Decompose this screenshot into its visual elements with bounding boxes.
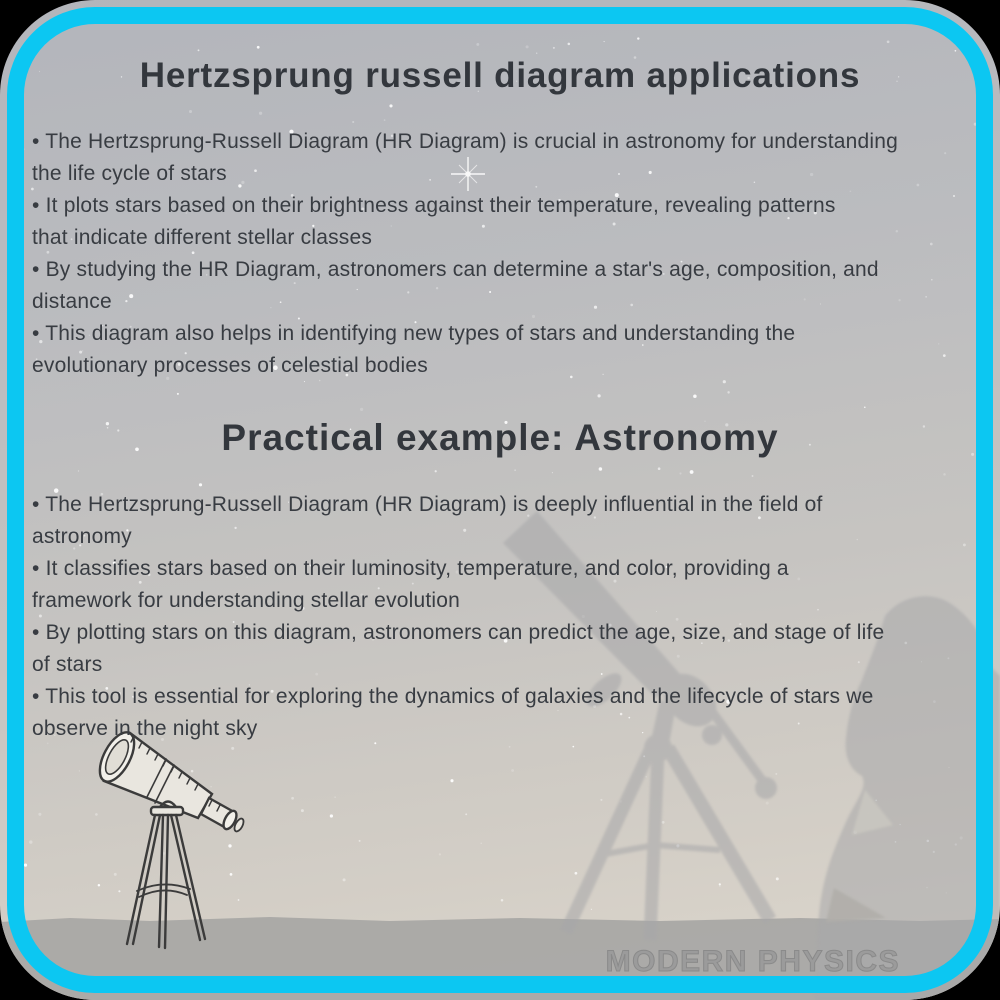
bullet-line: observe in the night sky [32,717,258,740]
bullet-list-practical-example [32,489,982,745]
page-title: Hertzsprung russell diagram applications [139,56,861,95]
bullet-line: that indicate different stellar classes [32,226,373,249]
bullet-line: • By studying the HR Diagram, astronomers can determine a star's age, composition, and [32,258,879,281]
bullet-line: of stars [32,653,103,676]
bullet-line: • It plots stars based on their brightness against their temperature, revealing patterns [32,194,836,217]
bullet-line: • This tool is essential for exploring the dynamics of galaxies and the lifecycle of stars we [32,685,874,708]
bullet-list-applications [32,126,982,382]
bullet-line: • By plotting stars on this diagram, astronomers can predict the age, size, and stage of life [32,621,885,644]
bullet-line: astronomy [32,525,132,548]
bullet-line: • The Hertzsprung-Russell Diagram (HR Diagram) is crucial in astronomy for understanding [32,130,899,153]
brand-watermark: MODERN PHYSICS [605,945,900,978]
bullet-line: evolutionary processes of celestial bodies [32,354,428,377]
bullet-line: • This diagram also helps in identifying new types of stars and understanding the [32,322,796,345]
bullet-line: • The Hertzsprung-Russell Diagram (HR Diagram) is deeply influential in the field of [32,493,823,516]
bullet-line: distance [32,290,112,313]
bullet-line: • It classifies stars based on their luminosity, temperature, and color, providing a [32,557,789,580]
section-heading-practical-example: Practical example: Astronomy [221,417,779,458]
bullet-line: framework for understanding stellar evolution [32,589,461,612]
bullet-line: the life cycle of stars [32,162,227,185]
